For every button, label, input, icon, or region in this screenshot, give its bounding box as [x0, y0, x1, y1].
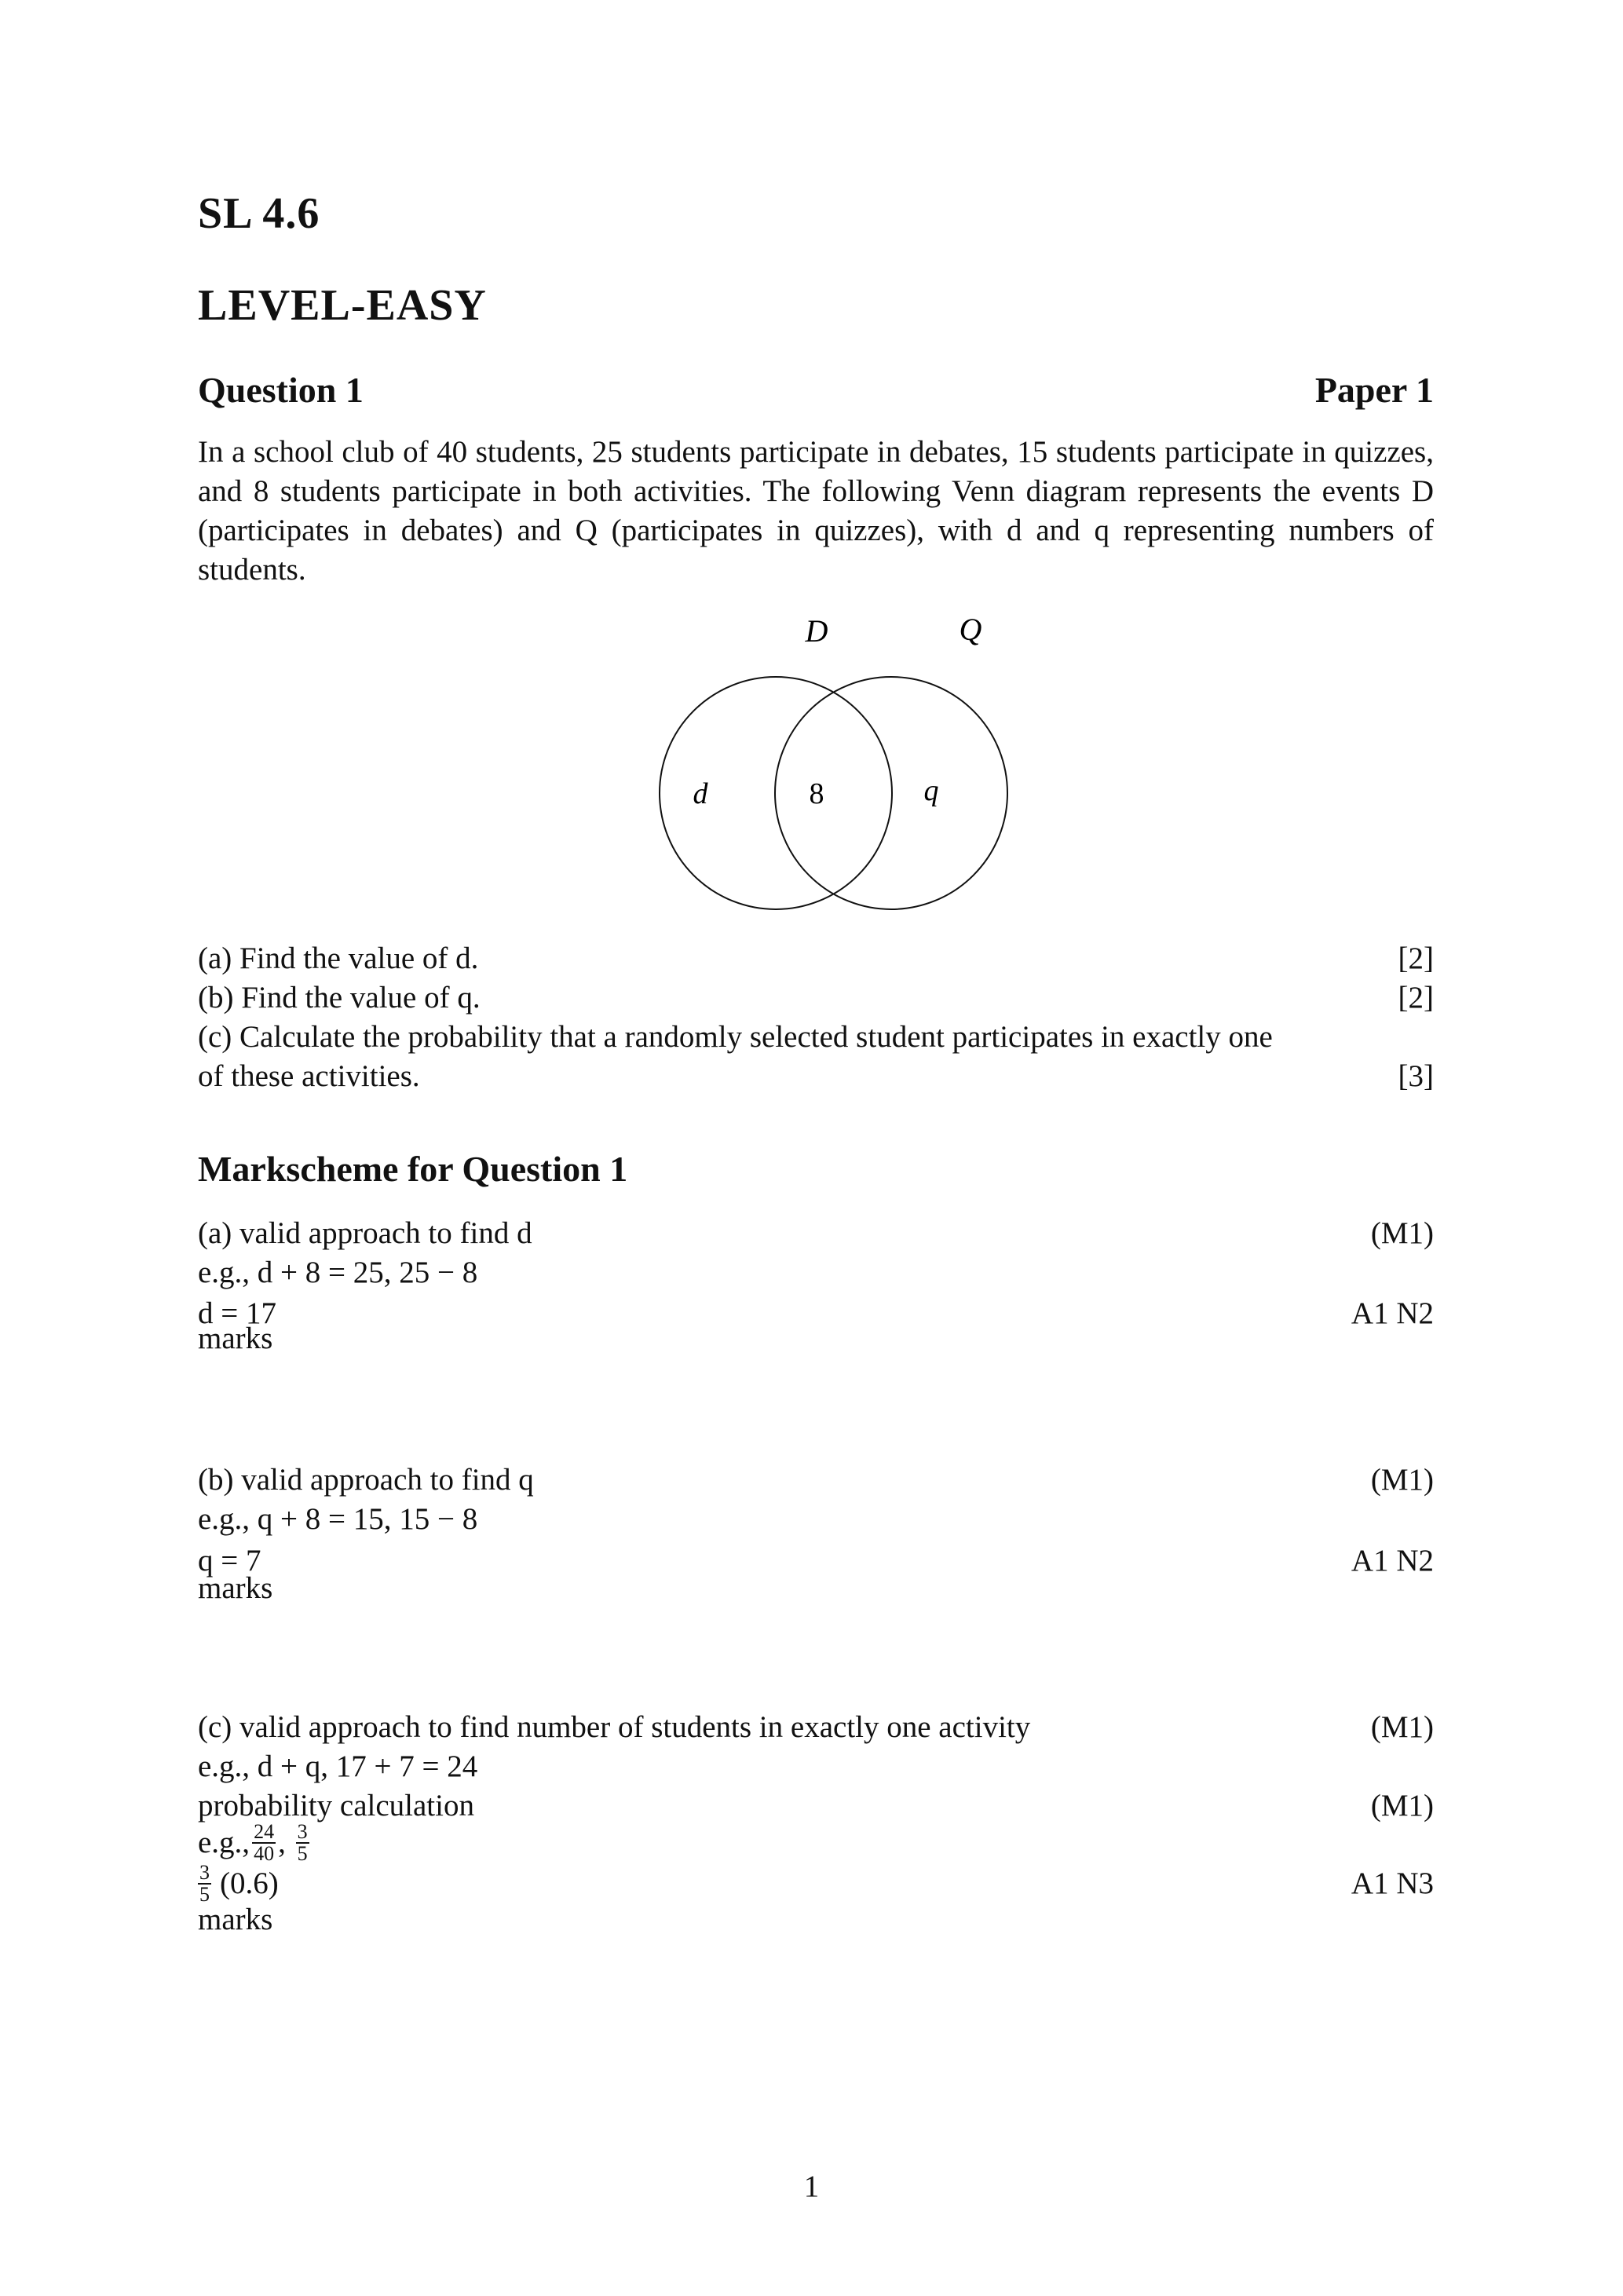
venn-region-q: q — [923, 774, 939, 807]
ms-c-answer — [198, 1863, 279, 1905]
ms-c-mark1: (M1) — [1370, 1710, 1434, 1744]
ms-a-line1: (a) valid approach to find d — [198, 1216, 532, 1250]
ms-c-frac1 — [252, 1822, 276, 1864]
section-heading: SL 4.6 — [198, 189, 320, 238]
ms-c-ans-mark: A1 N3 — [1351, 1866, 1434, 1900]
ms-c-row-5 — [198, 1863, 1434, 1905]
ms-a-mark1: (M1) — [1370, 1216, 1434, 1250]
venn-label-q: Q — [959, 612, 982, 647]
part-a-row — [198, 939, 1434, 978]
question-title-row — [198, 369, 1434, 411]
ms-b-row-1 — [198, 1461, 1434, 1500]
ms-b-line2: e.g., q + 8 = 15, 15 − 8 — [198, 1502, 478, 1536]
ms-a-line4: marks — [198, 1322, 273, 1355]
ms-b-line3: q = 7 — [198, 1544, 261, 1578]
ms-c-mark3: (M1) — [1370, 1789, 1434, 1823]
ms-c-comma: , — [278, 1826, 294, 1859]
ms-c-row-1 — [198, 1708, 1434, 1747]
ms-c-frac1-den: 40 — [254, 1842, 275, 1865]
ms-c-row-2 — [198, 1747, 1434, 1786]
ms-b-row-2 — [198, 1500, 1434, 1539]
part-c-text-line2: of these activities. — [198, 1059, 420, 1093]
ms-c-line1: (c) valid approach to find number of students in exactly one activity — [198, 1710, 1031, 1744]
ms-a-row-3 — [198, 1294, 1434, 1333]
ms-a-line2: e.g., d + 8 = 25, 25 − 8 — [198, 1256, 478, 1289]
ms-c-line3: probability calculation — [198, 1789, 474, 1823]
ms-c-row-4 — [198, 1822, 312, 1864]
venn-label-d: D — [805, 613, 828, 649]
part-b-row — [198, 978, 1434, 1018]
ms-c-frac1-num: 24 — [254, 1820, 275, 1843]
ms-b-line4: marks — [198, 1571, 273, 1605]
part-a-text: (a) Find the value of d. — [198, 941, 479, 975]
ms-c-ans-decimal: (0.6) — [220, 1866, 279, 1900]
ms-a-line3: d = 17 — [198, 1296, 276, 1330]
part-c-text-line1: (c) Calculate the probability that a randomly selected student participates in exactly one — [198, 1020, 1273, 1054]
paper-label: Paper 1 — [1314, 370, 1434, 410]
level-heading: LEVEL-EASY — [198, 281, 487, 330]
venn-region-d: d — [693, 777, 708, 810]
ms-c-row-3 — [198, 1786, 1434, 1826]
question-title: Question 1 — [198, 370, 364, 410]
venn-diagram — [597, 605, 1036, 927]
ms-c-ans-frac — [198, 1863, 211, 1905]
ms-c-eg-prefix: e.g., — [198, 1826, 250, 1859]
ms-b-row-3 — [198, 1541, 1434, 1581]
ms-b-mark1: (M1) — [1370, 1463, 1434, 1497]
part-c-marks: [3] — [1398, 1059, 1434, 1093]
venn-region-both: 8 — [809, 777, 824, 810]
question-intro: In a school club of 40 students, 25 students participate in debates, 15 students participate in quizzes, and 8 students participate in both activities. The following Venn diagram represents the events D (participates in debates) and Q (participates in quizzes), with d and q representing numbers of students. — [198, 435, 1434, 587]
ms-c-frac2-den: 5 — [297, 1842, 308, 1865]
ms-a-row-1 — [198, 1214, 1434, 1253]
ms-b-line1: (b) valid approach to find q — [198, 1463, 534, 1497]
ms-b-mark3: A1 N2 — [1351, 1544, 1434, 1578]
ms-c-line-last: marks — [198, 1903, 273, 1936]
ms-c-ans-den: 5 — [199, 1883, 210, 1906]
ms-a-mark3: A1 N2 — [1351, 1296, 1434, 1330]
ms-c-ans-num: 3 — [199, 1861, 210, 1884]
part-c-row-2 — [198, 1057, 1434, 1096]
ms-c-frac2-num: 3 — [297, 1820, 308, 1843]
markscheme-title: Markscheme for Question 1 — [198, 1149, 628, 1189]
part-a-marks: [2] — [1398, 941, 1434, 975]
ms-c-line2: e.g., d + q, 17 + 7 = 24 — [198, 1749, 478, 1783]
ms-a-row-2 — [198, 1253, 1434, 1292]
ms-c-frac2 — [296, 1822, 309, 1864]
part-b-text: (b) Find the value of q. — [198, 981, 481, 1015]
part-b-marks: [2] — [1398, 981, 1434, 1015]
page-number: 1 — [803, 2170, 820, 2203]
part-c-row-1 — [198, 1018, 1434, 1057]
